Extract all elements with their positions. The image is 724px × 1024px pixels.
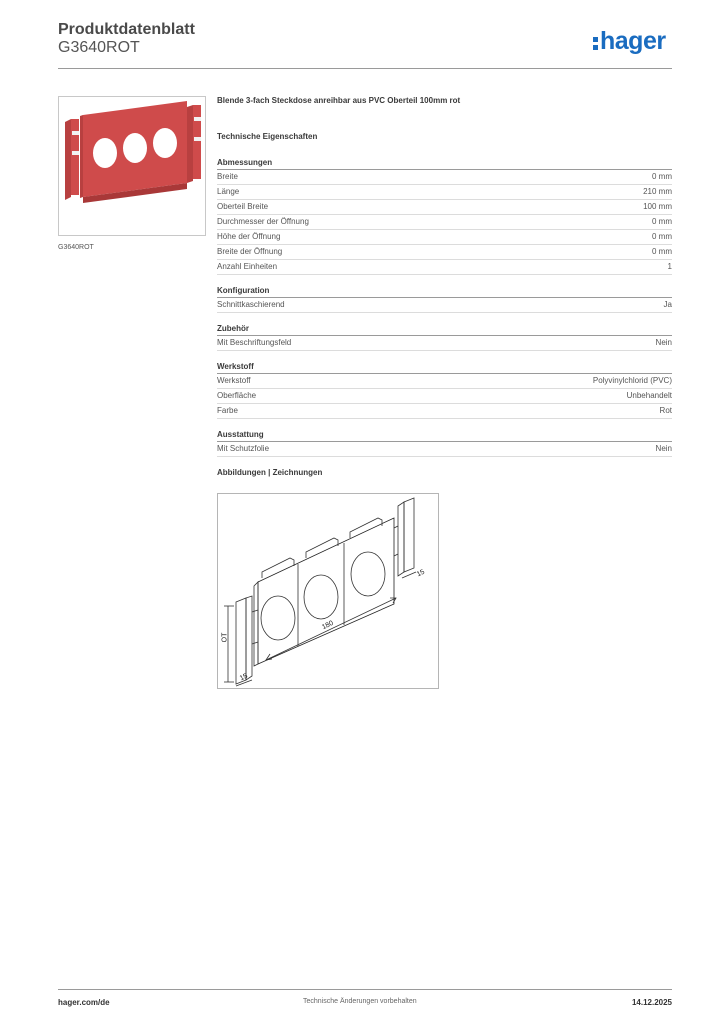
spec-value: Polyvinylchlorid (PVC) (592, 376, 672, 385)
spec-value: 0 mm (652, 172, 672, 181)
spec-section (217, 323, 672, 351)
dim-height-label: OT (221, 632, 229, 643)
product-content (217, 96, 672, 477)
opening-1 (93, 138, 117, 168)
spec-row (217, 200, 672, 215)
spec-value: 210 mm (643, 187, 672, 196)
spec-value: 0 mm (652, 217, 672, 226)
spec-row (217, 170, 672, 185)
spec-row (217, 245, 672, 260)
page-title: Produktdatenblatt (58, 21, 195, 38)
spec-value: Nein (655, 338, 672, 347)
spec-section (217, 429, 672, 457)
spec-row (217, 374, 672, 389)
spec-label: Höhe der Öffnung (217, 232, 281, 241)
spec-label: Mit Beschriftungsfeld (217, 338, 292, 347)
dim-left-width-label: 15 (238, 672, 249, 683)
spec-row (217, 230, 672, 245)
spec-row (217, 336, 672, 351)
logo-text: hager (600, 27, 666, 55)
spec-value: Nein (655, 444, 672, 453)
spec-label: Oberteil Breite (217, 202, 269, 211)
spec-label: Breite (217, 172, 238, 181)
product-photo-image (59, 97, 205, 235)
spec-section (217, 361, 672, 419)
section-title: Ausstattung (217, 429, 672, 442)
spec-row (217, 215, 672, 230)
footer-website: hager.com/de (58, 998, 110, 1007)
logo-dots-icon (593, 35, 598, 49)
footer-date: 14.12.2025 (631, 998, 672, 1007)
dim-length-label: 180 (321, 619, 335, 632)
product-photo (58, 96, 206, 236)
footer-disclaimer: Technische Änderungen vorbehalten (303, 998, 417, 1005)
spec-value: 1 (667, 262, 672, 271)
spec-label: Anzahl Einheiten (217, 262, 278, 271)
spec-value: 0 mm (652, 247, 672, 256)
product-description: Blende 3-fach Steckdose anreihbar aus PVC Oberteil 100mm rot (217, 96, 461, 105)
spec-section (217, 157, 672, 275)
spec-label: Breite der Öffnung (217, 247, 283, 256)
spec-value: Unbehandelt (626, 391, 672, 400)
spec-label: Länge (217, 187, 240, 196)
dim-right-width-label: 15 (415, 568, 426, 579)
header-divider (58, 68, 672, 69)
spec-sections (217, 157, 672, 457)
spec-label: Werkstoff (217, 376, 251, 385)
spec-row (217, 442, 672, 457)
drawing-opening-1 (261, 596, 295, 640)
spec-value: 100 mm (643, 202, 672, 211)
photo-caption: G3640ROT (58, 244, 94, 251)
section-title: Abmessungen (217, 157, 672, 170)
spec-row (217, 260, 672, 275)
footer-divider (58, 989, 672, 990)
spec-row (217, 298, 672, 313)
drawing-opening-3 (351, 552, 385, 596)
spec-row (217, 389, 672, 404)
spec-row (217, 404, 672, 419)
drawings-heading: Abbildungen | Zeichnungen (217, 468, 323, 477)
spec-section (217, 285, 672, 313)
spec-value: Rot (659, 406, 672, 415)
spec-label: Mit Schutzfolie (217, 444, 270, 453)
opening-2 (123, 133, 147, 163)
spec-row (217, 185, 672, 200)
spec-label: Oberfläche (217, 391, 257, 400)
product-code: G3640ROT (58, 39, 140, 56)
technical-drawing (217, 493, 439, 689)
opening-3 (153, 128, 177, 158)
plate-outline (258, 518, 394, 664)
drawing-opening-2 (304, 575, 338, 619)
tech-properties-heading: Technische Eigenschaften (217, 132, 318, 141)
hager-logo (593, 27, 666, 56)
spec-label: Farbe (217, 406, 238, 415)
section-title: Werkstoff (217, 361, 672, 374)
section-title: Zubehör (217, 323, 672, 336)
spec-label: Durchmesser der Öffnung (217, 217, 309, 226)
spec-value: 0 mm (652, 232, 672, 241)
section-title: Konfiguration (217, 285, 672, 298)
spec-value: Ja (663, 300, 672, 309)
technical-drawing-image (218, 494, 438, 688)
spec-label: Schnittkaschierend (217, 300, 285, 309)
